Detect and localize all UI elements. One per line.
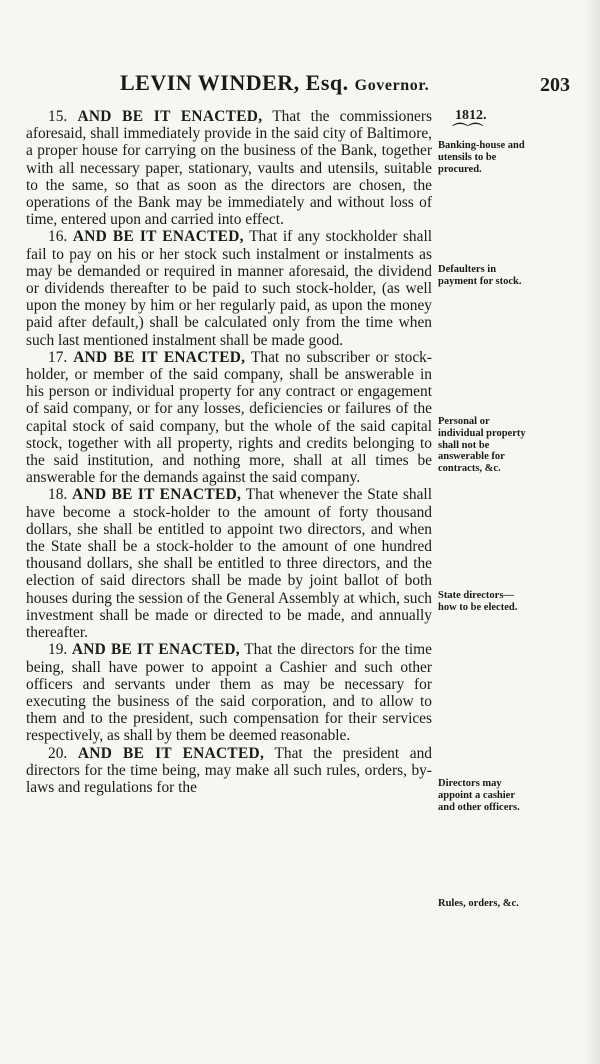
- margin-note-defaulters: Defaulters in payment for stock.: [438, 264, 522, 287]
- enacting-clause: AND BE IT ENACTED,: [73, 348, 246, 366]
- scan-edge-shadow: [586, 0, 600, 1064]
- running-head-main: LEVIN WINDER, Esq.: [120, 70, 349, 95]
- section-18: [26, 486, 432, 641]
- enacting-clause: AND BE IT ENACTED,: [77, 744, 265, 762]
- running-head: [120, 70, 540, 96]
- section-text: That no subscriber or stock-holder, or member of the said company, shall be answerable in his person or individual property for any contract or engagement of said company, or for any losses, deficiencies or failures of the capital stock of said company, but the whole of the said capital stock, together with all property, rights and credits belonging to the said institution, and nothing more, shall at all times be answerable for the demands against the said company.: [26, 348, 432, 487]
- section-text: That whenever the State shall have become a stock-holder to the amount of forty thousand dollars, she shall be entitled to appoint two directors, and when the State shall be a stock-holder to the amount of one hundred thousand dollars, she shall be entitled to three directors, and the election of said directors shall be made by joint ballot of both houses during the session of the General Assembly at which, such investment shall be made or directed to be made, and annually thereafter.: [26, 486, 432, 642]
- section-17: [26, 349, 432, 487]
- page-number: 203: [540, 74, 570, 96]
- section-number: 19.: [48, 641, 68, 659]
- margin-note-personal-property: Personal or individual property shall not be answerable for contracts, &c.: [438, 416, 526, 475]
- section-16: [26, 228, 432, 348]
- year-brace-ornament: ⏜⏜: [452, 124, 483, 141]
- margin-note-state-directors: State directors—how to be elected.: [438, 590, 518, 613]
- margin-note-rules: Rules, orders, &c.: [438, 898, 519, 909]
- enacting-clause: AND BE IT ENACTED,: [72, 228, 244, 246]
- running-head-title: Governor.: [354, 77, 430, 94]
- section-20: [26, 745, 432, 797]
- section-15: [26, 108, 432, 228]
- enacting-clause: AND BE IT ENACTED,: [77, 108, 263, 125]
- section-number: 18.: [48, 486, 68, 504]
- section-text: That the president and directors for the time being, may make all such rules, orders, by-laws and regulations for the: [26, 744, 432, 796]
- section-text: That the directors for the time being, shall have power to appoint a Cashier and such other officers and servants under them as may be necessary for executing the business of the said corporation, and to allow to them and to the president, such compensation for their services respectively, as shall by them be deemed reasonable.: [26, 641, 432, 745]
- margin-note-banking-house: Banking-house and utensils to be procured.: [438, 140, 525, 175]
- section-number: 20.: [48, 744, 68, 762]
- body-text-column: [26, 108, 432, 796]
- section-text: That if any stockholder shall fail to pay on his or her stock such instalment or instalments as may be demanded or required in manner aforesaid, the dividend or dividends thereafter to be paid to such stock-holder, (as well upon the money by him or her regularly paid, as upon the money paid after default,) shall be calculated only from the time when such last mentioned instalment shall be made good.: [26, 228, 433, 349]
- year-marker: 1812.: [455, 108, 487, 123]
- section-number: 15.: [48, 108, 68, 125]
- section-number: 17.: [48, 348, 68, 366]
- section-text: That the commissioners aforesaid, shall immediately provide in the said city of Baltimore, a proper house for carrying on the business of the Bank, together with all necessary paper, stationary, vaults and utensils, suitable to the same, so that as soon as the directors are chosen, the operations of the Bank may be immediately and without loss of time, entered upon and carried into effect.: [26, 108, 432, 229]
- section-19: [26, 641, 432, 744]
- margin-note-cashier: Directors may appoint a cashier and other officers.: [438, 778, 520, 813]
- section-number: 16.: [48, 228, 68, 246]
- enacting-clause: AND BE IT ENACTED,: [72, 486, 242, 504]
- enacting-clause: AND BE IT ENACTED,: [71, 641, 240, 659]
